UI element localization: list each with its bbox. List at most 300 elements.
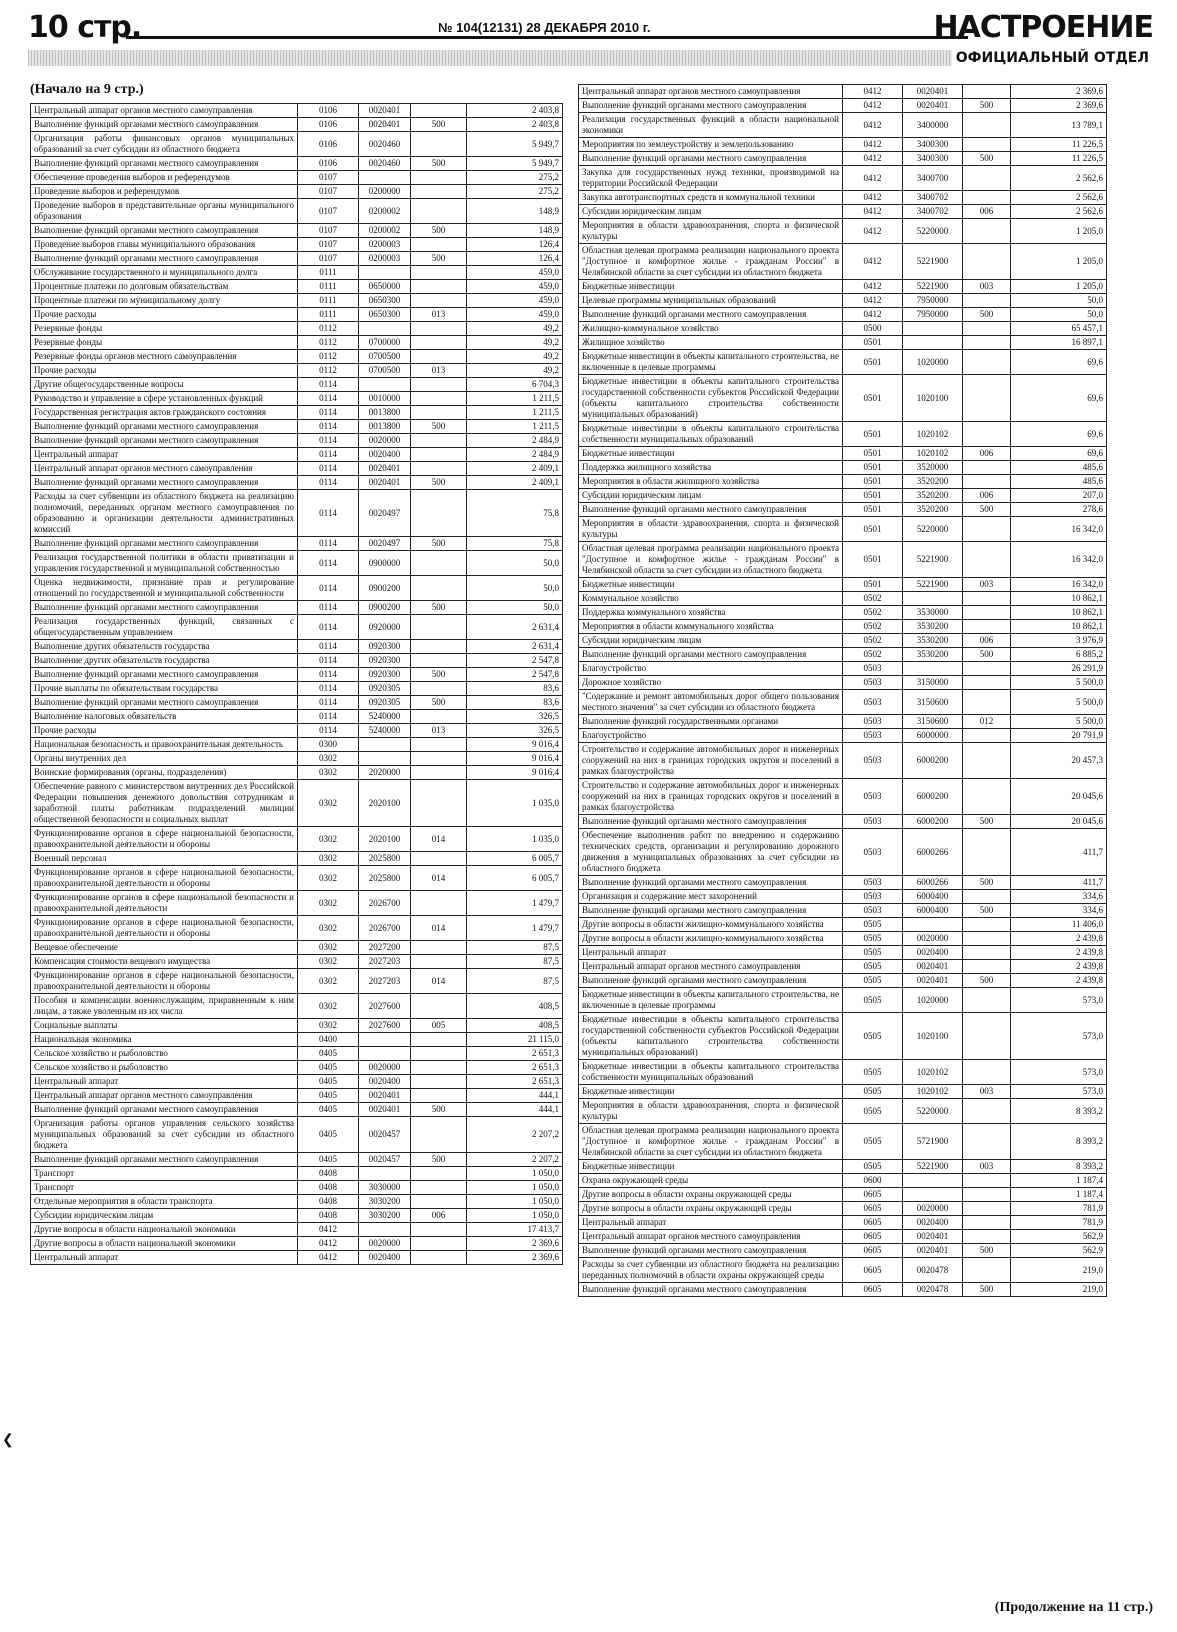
- section-code: 0405: [298, 1047, 359, 1061]
- table-row: [579, 1099, 1107, 1124]
- table-row: [579, 932, 1107, 946]
- expense-type: 005: [411, 1019, 467, 1033]
- section-code: 0605: [843, 1230, 903, 1244]
- target-code: 5221900: [903, 1160, 963, 1174]
- amount: 411,7: [1011, 829, 1107, 876]
- budget-table-left: [30, 103, 563, 1265]
- expense-type: [411, 171, 467, 185]
- table-row: [579, 517, 1107, 542]
- table-row: [31, 322, 563, 336]
- amount: 2 562,6: [1011, 166, 1107, 191]
- expense-type: [411, 1117, 467, 1153]
- table-row: [579, 662, 1107, 676]
- item-name: Национальная безопасность и правоохранительная деятельность: [31, 738, 298, 752]
- item-name: Другие общегосударственные вопросы: [31, 378, 298, 392]
- expense-type: 500: [963, 648, 1011, 662]
- expense-type: [963, 729, 1011, 743]
- expense-type: [411, 490, 467, 537]
- amount: 10 862,1: [1011, 606, 1107, 620]
- amount: 16 342,0: [1011, 578, 1107, 592]
- target-code: 2027203: [359, 955, 411, 969]
- item-name: Органы внутренних дел: [31, 752, 298, 766]
- expense-type: [963, 620, 1011, 634]
- target-code: 5221900: [903, 578, 963, 592]
- item-name: Прочие выплаты по обязательствам государства: [31, 682, 298, 696]
- expense-type: [963, 829, 1011, 876]
- target-code: [903, 1174, 963, 1188]
- section-code: 0501: [843, 447, 903, 461]
- table-row: [579, 1202, 1107, 1216]
- section-code: 0503: [843, 876, 903, 890]
- expense-type: 006: [963, 489, 1011, 503]
- target-code: 2026700: [359, 916, 411, 941]
- item-name: Жилищно-коммунальное хозяйство: [579, 322, 843, 336]
- item-name: Благоустройство: [579, 729, 843, 743]
- expense-type: [411, 1181, 467, 1195]
- expense-type: 013: [411, 364, 467, 378]
- expense-type: 014: [411, 866, 467, 891]
- item-name: Другие вопросы в области охраны окружающей среды: [579, 1188, 843, 1202]
- table-row: [579, 461, 1107, 475]
- section-code: 0503: [843, 890, 903, 904]
- table-body-left: [31, 104, 563, 1265]
- target-code: 0013800: [359, 406, 411, 420]
- target-code: 0020400: [359, 1251, 411, 1265]
- expense-type: 500: [963, 1283, 1011, 1297]
- amount: 2 409,1: [467, 476, 563, 490]
- table-row: [31, 551, 563, 576]
- item-name: Выполнение функций органами местного самоуправления: [31, 1153, 298, 1167]
- section-code: 0605: [843, 1188, 903, 1202]
- amount: 562,9: [1011, 1230, 1107, 1244]
- item-name: Пособия и компенсации военнослужащим, приравненным к ним лицам, а также уволенным из их числа: [31, 994, 298, 1019]
- expense-type: 006: [963, 205, 1011, 219]
- amount: 1 205,0: [1011, 280, 1107, 294]
- table-row: [31, 601, 563, 615]
- expense-type: [963, 946, 1011, 960]
- amount: 2 484,9: [467, 434, 563, 448]
- table-row: [579, 634, 1107, 648]
- item-name: Организация работы финансовых органов муниципальных образований за счет субсидии из областного бюджета: [31, 132, 298, 157]
- section-code: 0302: [298, 916, 359, 941]
- section-code: 0302: [298, 827, 359, 852]
- table-row: [579, 244, 1107, 280]
- amount: 459,0: [467, 308, 563, 322]
- section-code: 0505: [843, 1085, 903, 1099]
- expense-type: [963, 1188, 1011, 1202]
- section-code: 0300: [298, 738, 359, 752]
- section-code: 0114: [298, 615, 359, 640]
- table-row: [579, 138, 1107, 152]
- target-code: 5721900: [903, 1124, 963, 1160]
- table-row: [31, 1237, 563, 1251]
- table-row: [31, 852, 563, 866]
- item-name: Функционирование органов в сфере национальной безопасности, правоохранительной деятельности и обороны: [31, 866, 298, 891]
- expense-type: [411, 891, 467, 916]
- section-code: 0114: [298, 392, 359, 406]
- expense-type: 500: [963, 152, 1011, 166]
- item-name: Выполнение функций органами местного самоуправления: [31, 537, 298, 551]
- target-code: 2020000: [359, 766, 411, 780]
- amount: 69,6: [1011, 350, 1107, 375]
- target-code: 0020401: [903, 1230, 963, 1244]
- target-code: 6000000: [903, 729, 963, 743]
- expense-type: [411, 1033, 467, 1047]
- expense-type: 500: [411, 601, 467, 615]
- target-code: 0020457: [359, 1153, 411, 1167]
- expense-type: 500: [963, 876, 1011, 890]
- target-code: 1020102: [903, 422, 963, 447]
- item-name: Бюджетные инвестиции в объекты капитального строительства, не включенные в целевые программы: [579, 988, 843, 1013]
- amount: 5 949,7: [467, 157, 563, 171]
- expense-type: [411, 941, 467, 955]
- section-code: 0501: [843, 503, 903, 517]
- target-code: [359, 266, 411, 280]
- section-code: 0502: [843, 592, 903, 606]
- section-code: 0302: [298, 891, 359, 916]
- table-row: [31, 537, 563, 551]
- expense-type: [963, 890, 1011, 904]
- target-code: 2025800: [359, 866, 411, 891]
- section-code: 0112: [298, 350, 359, 364]
- section-code: 0501: [843, 461, 903, 475]
- item-name: Национальная экономика: [31, 1033, 298, 1047]
- table-row: [31, 118, 563, 132]
- target-code: 7950000: [903, 308, 963, 322]
- table-row: [579, 205, 1107, 219]
- target-code: 1020000: [903, 350, 963, 375]
- table-row: [31, 724, 563, 738]
- table-row: [31, 448, 563, 462]
- item-name: Выполнение функций органами местного самоуправления: [579, 503, 843, 517]
- section-code: 0107: [298, 252, 359, 266]
- target-code: 6000400: [903, 890, 963, 904]
- expense-type: [963, 743, 1011, 779]
- section-code: 0114: [298, 420, 359, 434]
- table-row: [579, 422, 1107, 447]
- target-code: 5221900: [903, 280, 963, 294]
- table-row: [31, 294, 563, 308]
- section-code: 0503: [843, 715, 903, 729]
- expense-type: [963, 690, 1011, 715]
- item-name: Целевые программы муниципальных образований: [579, 294, 843, 308]
- table-row: [31, 266, 563, 280]
- expense-type: 500: [411, 1153, 467, 1167]
- section-code: 0405: [298, 1103, 359, 1117]
- table-row: [579, 113, 1107, 138]
- expense-type: [963, 1258, 1011, 1283]
- expense-type: 500: [411, 157, 467, 171]
- expense-type: [411, 1237, 467, 1251]
- expense-type: 014: [411, 827, 467, 852]
- amount: 10 862,1: [1011, 592, 1107, 606]
- target-code: 1020000: [903, 988, 963, 1013]
- target-code: 3400702: [903, 205, 963, 219]
- target-code: [903, 336, 963, 350]
- expense-type: [963, 113, 1011, 138]
- amount: 11 406,0: [1011, 918, 1107, 932]
- target-code: 2027600: [359, 1019, 411, 1033]
- section-code: 0114: [298, 378, 359, 392]
- amount: 1 479,7: [467, 916, 563, 941]
- target-code: [359, 1047, 411, 1061]
- table-row: [579, 475, 1107, 489]
- expense-type: 500: [963, 308, 1011, 322]
- amount: 2 651,3: [467, 1047, 563, 1061]
- section-code: 0503: [843, 829, 903, 876]
- target-code: 0200003: [359, 252, 411, 266]
- section-code: 0405: [298, 1153, 359, 1167]
- expense-type: [963, 542, 1011, 578]
- section-code: 0503: [843, 815, 903, 829]
- table-row: [579, 676, 1107, 690]
- amount: 1 035,0: [467, 827, 563, 852]
- table-row: [31, 654, 563, 668]
- target-code: [359, 322, 411, 336]
- table-row: [579, 191, 1107, 205]
- amount: 573,0: [1011, 1013, 1107, 1060]
- item-name: Выполнение функций органами местного самоуправления: [579, 1283, 843, 1297]
- section-code: 0114: [298, 406, 359, 420]
- item-name: Проведение выборов и референдумов: [31, 185, 298, 199]
- table-row: [31, 696, 563, 710]
- section-code: 0505: [843, 946, 903, 960]
- expense-type: 500: [963, 815, 1011, 829]
- table-row: [579, 1283, 1107, 1297]
- amount: 2 651,3: [467, 1061, 563, 1075]
- table-row: [31, 668, 563, 682]
- target-code: 0020401: [359, 104, 411, 118]
- item-name: Выполнение функций органами местного самоуправления: [31, 696, 298, 710]
- table-row: [579, 779, 1107, 815]
- amount: 148,9: [467, 224, 563, 238]
- expense-type: [411, 336, 467, 350]
- expense-type: [411, 462, 467, 476]
- item-name: Охрана окружающей среды: [579, 1174, 843, 1188]
- amount: 275,2: [467, 185, 563, 199]
- item-name: Мероприятия в области здравоохранения, спорта и физической культуры: [579, 517, 843, 542]
- target-code: 0020000: [359, 1061, 411, 1075]
- table-row: [31, 891, 563, 916]
- section-code: 0503: [843, 729, 903, 743]
- item-name: Воинские формирования (органы, подразделения): [31, 766, 298, 780]
- item-name: Поддержка коммунального хозяйства: [579, 606, 843, 620]
- item-name: Выполнение функций органами местного самоуправления: [31, 252, 298, 266]
- target-code: 0200002: [359, 199, 411, 224]
- page-number: 10 стр.: [28, 10, 142, 45]
- amount: 5 500,0: [1011, 715, 1107, 729]
- amount: 562,9: [1011, 1244, 1107, 1258]
- expense-type: [411, 682, 467, 696]
- table-row: [579, 648, 1107, 662]
- amount: 5 949,7: [467, 132, 563, 157]
- amount: 49,2: [467, 336, 563, 350]
- section-code: 0412: [843, 280, 903, 294]
- section-code: 0412: [843, 191, 903, 205]
- expense-type: 500: [963, 1244, 1011, 1258]
- amount: 75,8: [467, 537, 563, 551]
- amount: 1 187,4: [1011, 1188, 1107, 1202]
- amount: 411,7: [1011, 876, 1107, 890]
- item-name: Областная целевая программа реализации национального проекта "Доступное и комфортное жилье - гражданам России" в Челябинской области за счет субсидии из областного бюджета: [579, 244, 843, 280]
- amount: 444,1: [467, 1089, 563, 1103]
- expense-type: [963, 219, 1011, 244]
- target-code: 1020100: [903, 1013, 963, 1060]
- item-name: Обеспечение выполнения работ по внедрению и содержанию технических средств, организации и регулированию дорожного движения в муниципальных образованиях за счет субсидии из областного бюджета: [579, 829, 843, 876]
- target-code: 3530200: [903, 620, 963, 634]
- item-name: Благоустройство: [579, 662, 843, 676]
- item-name: Закупка автотранспортных средств и коммунальной техники: [579, 191, 843, 205]
- amount: 1 205,0: [1011, 244, 1107, 280]
- section-code: 0505: [843, 1124, 903, 1160]
- table-row: [31, 1167, 563, 1181]
- amount: 3 976,9: [1011, 634, 1107, 648]
- item-name: Резервные фонды органов местного самоуправления: [31, 350, 298, 364]
- section-code: 0114: [298, 710, 359, 724]
- section-code: 0114: [298, 551, 359, 576]
- target-code: 0020400: [359, 448, 411, 462]
- amount: 75,8: [467, 490, 563, 537]
- target-code: 1020100: [903, 375, 963, 422]
- item-name: Центральный аппарат органов местного самоуправления: [579, 1230, 843, 1244]
- amount: 1 205,0: [1011, 219, 1107, 244]
- amount: 17 413,7: [467, 1223, 563, 1237]
- target-code: 0200000: [359, 185, 411, 199]
- table-row: [579, 1124, 1107, 1160]
- expense-type: [411, 1061, 467, 1075]
- expense-type: [963, 461, 1011, 475]
- target-code: 0020478: [903, 1283, 963, 1297]
- table-row: [31, 476, 563, 490]
- section-code: 0112: [298, 336, 359, 350]
- target-code: [359, 1033, 411, 1047]
- table-row: [579, 690, 1107, 715]
- table-row: [31, 104, 563, 118]
- section-code: 0505: [843, 1060, 903, 1085]
- department-label: ОФИЦИАЛЬНЫЙ ОТДЕЛ: [952, 50, 1153, 68]
- target-code: 0020401: [359, 1103, 411, 1117]
- amount: 2 484,9: [467, 448, 563, 462]
- amount: 50,0: [467, 601, 563, 615]
- section-code: 0502: [843, 606, 903, 620]
- section-code: 0112: [298, 322, 359, 336]
- item-name: Бюджетные инвестиции: [579, 1160, 843, 1174]
- table-row: [31, 490, 563, 537]
- target-code: 6000200: [903, 815, 963, 829]
- table-row: [579, 308, 1107, 322]
- section-code: 0502: [843, 648, 903, 662]
- target-code: 0650300: [359, 294, 411, 308]
- section-code: 0412: [298, 1223, 359, 1237]
- expense-type: 500: [411, 1103, 467, 1117]
- section-code: 0500: [843, 322, 903, 336]
- amount: 9 016,4: [467, 738, 563, 752]
- table-row: [31, 1181, 563, 1195]
- section-code: 0502: [843, 634, 903, 648]
- amount: 2 369,6: [1011, 85, 1107, 99]
- amount: 8 393,2: [1011, 1099, 1107, 1124]
- amount: 5 500,0: [1011, 676, 1107, 690]
- expense-type: 003: [963, 1085, 1011, 1099]
- item-name: Выполнение функций органами местного самоуправления: [31, 224, 298, 238]
- table-row: [579, 918, 1107, 932]
- amount: 50,0: [1011, 308, 1107, 322]
- item-name: Центральный аппарат: [31, 448, 298, 462]
- amount: 2 631,4: [467, 615, 563, 640]
- section-code: 0302: [298, 780, 359, 827]
- item-name: Центральный аппарат: [579, 1216, 843, 1230]
- item-name: Вещевое обеспечение: [31, 941, 298, 955]
- amount: 20 045,6: [1011, 779, 1107, 815]
- item-name: Областная целевая программа реализации национального проекта "Доступное и комфортное жилье - гражданам России" в Челябинской области за счет субсидии из областного бюджета: [579, 542, 843, 578]
- expense-type: [963, 1174, 1011, 1188]
- amount: 2 207,2: [467, 1153, 563, 1167]
- item-name: Выполнение функций органами местного самоуправления: [579, 1244, 843, 1258]
- target-code: 0020400: [359, 1075, 411, 1089]
- item-name: Обслуживание государственного и муниципального долга: [31, 266, 298, 280]
- section-code: 0111: [298, 308, 359, 322]
- item-name: Субсидии юридическим лицам: [579, 489, 843, 503]
- expense-type: 014: [411, 916, 467, 941]
- expense-type: 500: [411, 537, 467, 551]
- item-name: Жилищное хозяйство: [579, 336, 843, 350]
- expense-type: 500: [411, 476, 467, 490]
- table-row: [31, 185, 563, 199]
- expense-type: [411, 615, 467, 640]
- target-code: [903, 322, 963, 336]
- amount: 6 005,7: [467, 866, 563, 891]
- item-name: Процентные платежи по муниципальному долгу: [31, 294, 298, 308]
- expense-type: [411, 1075, 467, 1089]
- expense-type: 500: [411, 420, 467, 434]
- table-row: [579, 219, 1107, 244]
- section-code: 0302: [298, 969, 359, 994]
- expense-type: [963, 960, 1011, 974]
- table-row: [31, 1103, 563, 1117]
- table-row: [579, 620, 1107, 634]
- table-row: [579, 280, 1107, 294]
- table-row: [579, 946, 1107, 960]
- item-name: Центральный аппарат органов местного самоуправления: [579, 960, 843, 974]
- item-name: Коммунальное хозяйство: [579, 592, 843, 606]
- table-row: [579, 542, 1107, 578]
- table-row: [579, 1060, 1107, 1085]
- target-code: 2026700: [359, 891, 411, 916]
- item-name: Расходы за счет субвенции из областного бюджета на реализацию полномочий, переданных органам местного самоуправления по образованию и организации деятельности административных комиссий: [31, 490, 298, 537]
- expense-type: [963, 1013, 1011, 1060]
- table-row: [579, 1085, 1107, 1099]
- section-code: 0405: [298, 1075, 359, 1089]
- amount: 781,9: [1011, 1216, 1107, 1230]
- table-row: [579, 904, 1107, 918]
- amount: 9 016,4: [467, 752, 563, 766]
- amount: 326,5: [467, 710, 563, 724]
- section-code: 0501: [843, 517, 903, 542]
- section-code: 0106: [298, 104, 359, 118]
- section-code: 0503: [843, 676, 903, 690]
- table-row: [31, 378, 563, 392]
- item-name: Выполнение функций органами местного самоуправления: [31, 668, 298, 682]
- expense-type: [963, 1216, 1011, 1230]
- expense-type: 500: [963, 99, 1011, 113]
- item-name: Реализация государственных функций, связанных с общегосударственным управлением: [31, 615, 298, 640]
- expense-type: 014: [411, 969, 467, 994]
- item-name: Дорожное хозяйство: [579, 676, 843, 690]
- expense-type: [411, 738, 467, 752]
- amount: 1 035,0: [467, 780, 563, 827]
- expense-type: [963, 322, 1011, 336]
- table-row: [31, 224, 563, 238]
